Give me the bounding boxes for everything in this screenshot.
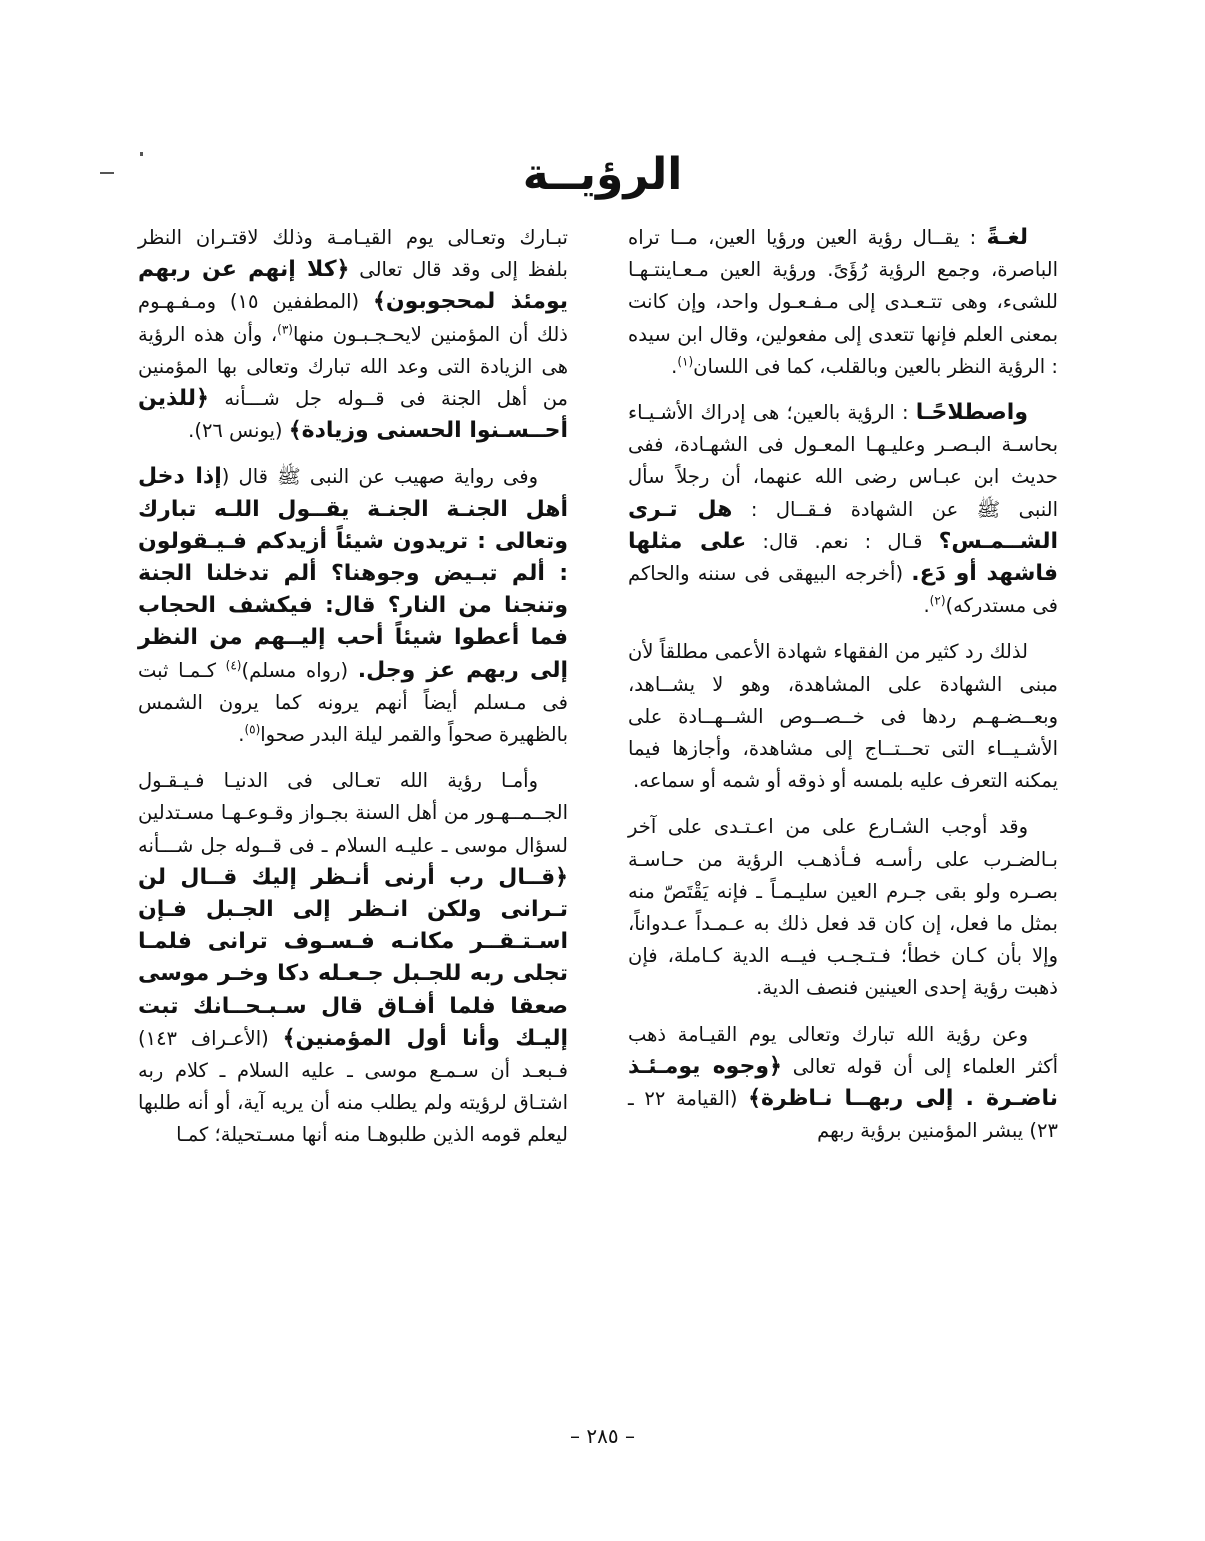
paragraph-seeing-god-dunya: وأمـا رؤية الله تعـالى فى الدنيـا فـيـقـول الجــمــهـور من أهل السنة بجـواز وقـوعـهـا مسـتدلين لسؤال موسى ـ عليـه السلام ـ فى قــوله جل شـــأنه ﴿قــال رب أرنى أنـظر إليك قــال لن تـرانى ولكن انـظر إلى الجـبل فـإن اسـتـقــر مكانـه فـسـوف ترانى فلمـا تجلى ربه للجـبل جـعـله دكا وخـر موسى صعقا فلما أفـاق قال سـبـحــانك تبت إليـك وأنا أول المؤمنين﴾ (الأعـراف ١٤٣) فـبعـد أن سـمـع موسى ـ عليه السلام ـ كلام ربه اشتـاق لرؤيته ولم يطلب منه أن يريه آية، أو أنه طلبها ليعلم قومه الذين طلبوهـا منه أنها مسـتحيلة؛ كمـا [138, 769, 568, 1147]
footnote-ref-5: (٥) [244, 722, 261, 737]
page-title: الرؤيــة [522, 149, 683, 200]
paragraph-linguistic-definition: لغـةً : يقــال رؤية العين ورؤيا العين، مــا تراه الباصرة، وجمع الرؤية رُؤَىً. ورؤية العين مـعـاينتـهـا للشىء، وهى تتـعـدى إلى مـفـعـول واحد، وإن كانت بمعنى العلم فإنها تتعدى إلى مفعولين، وقال ابن سيده : الرؤية النظر بالعين وبالقلب، كما فى اللسان$^{(١)}$. [628, 225, 1058, 378]
page-number: – ٢٨٥ – [570, 1424, 635, 1448]
paragraph-seeing-god-hereafter: وعن رؤية الله تبارك وتعالى يوم القيـامة ذهب أكثر العلماء إلى أن قوله تعالى ﴿وجوه يومـئـذ ناضـرة . إلى ربهــا نـاظرة﴾ (القيامة ٢٢ ـ ٢٣) يبشر المؤمنين برؤية ربهم [628, 1022, 1058, 1143]
scan-speck [140, 152, 143, 156]
paragraph-technical-definition: واصطلاحًـا : الرؤية بالعين؛ هى إدراك الأشـيـاء بحاسـة البـصـر وعليـهـا المعـول فى الشهـادة، ففى حديث ابن عبـاس رضى الله عنهما، أن رجلاً سأل النبى ﷺ عن الشهادة فـقــال : هل تـرى الشــمـس؟ قـال : نعم. قال: على مثلها فاشهد أو دَع. (أخرجه البيهقى فى سننه والحاكم فى مستدركه)$^{(٢)}$. [628, 400, 1058, 618]
term-lughatan: لغـةً [986, 225, 1028, 250]
paragraph-suhaib-hadith: وفى رواية صهيب عن النبى ﷺ قال (إذا دخل أهل الجنـة الجنـة يقــول اللـه تبارك وتعالى : تريدون شيئاً أزيدكم فـيـقولون : ألم تبـيض وجوهنا؟ ألم تدخلنا الجنة وتنجنا من النار؟ قال: فيكشف الحجاب فما أعطوا شيئاً أحب إليــهم من النظر إلى ربهم عز وجل. (رواه مسلم)$^{(٤)}$ كـمـا ثبت فى مـسلم أيضاً أنهم يرونه كما يرون الشمس بالظهيرة صحواً والقمر ليلة البدر صحوا$^{(٥)}$. [138, 464, 569, 747]
paragraph-retaliation: وقد أوجب الشـارع على من اعـتـدى على آخر بـالضـرب على رأسـه فـأذهـب الرؤية من حـاسـة بصـره ولو بقى جـرم العين سليـمـاً ـ فإنه يَقْتَصّ منه بمثل ما فعل، إن كان قد فعل ذلك به عـمـداً عـدواناً، وإلا بأن كـان خطأ؛ فـتـجـب فيــه الدية كـاملة، فإن ذهبت رؤية إحدى العينين فنصف الدية. [628, 815, 1058, 1000]
paragraph-testimony-blind: لذلك رد كثير من الفقهاء شهادة الأعمى مطلقاً لأن مبنى الشهادة على المشاهدة، وهو لا يشــاهد، وبعــضـهـم ردها فى خــصــوص الشــهــادة على الأشـيــاء التى تحــتــاج إلى مشاهدة، وأجازها فيما يمكنه التعرف عليه بلمسه أو ذوقه أو شمه أو سماعه. [628, 640, 1058, 793]
left-column [138, 222, 568, 1166]
hadith-quote: إذا دخل أهل الجنـة الجنـة يقــول اللـه تبارك وتعالى : تريدون شيئاً أزيدكم فـيـقولون : ألم تبـيض وجوهنا؟ ألم تدخلنا الجنة وتنجنا من النار؟ قال: فيكشف الحجاب فما أعطوا شيئاً أحب إليــهم من النظر إلى ربهم عز وجل. [138, 464, 569, 683]
footnote-ref-3: (٣) [277, 322, 293, 337]
scan-speck [100, 172, 114, 174]
paragraph-continuation: تبـارك وتعـالى يوم القيـامـة وذلك لاقتـران النظر بلفظ إلى وقد قال تعالى ﴿كلا إنهم عن ربهم يومئذ لمحجوبون﴾ (المطففين ١٥) ومـفـهـوم ذلك أن المؤمنين لايحـجـبـون منها$^{(٣)}$، وأن هذه الرؤية هى الزيادة التى وعد الله تبارك وتعالى بها المؤمنين من أهل الجنة فى قــوله جل شـــأنه ﴿للذين أحــسـنوا الحسنى وزيادة﴾ (يونس ٢٦). [138, 226, 568, 444]
quran-quote: ﴿للذين أحــسـنوا الحسنى وزيادة﴾ [138, 386, 568, 444]
footnote-ref-4: (٤) [225, 658, 242, 673]
footnote-ref-1: (١) [677, 354, 694, 369]
right-column [628, 222, 1058, 1161]
quran-quote: ﴿قــال رب أرنى أنـظر إليك قــال لن تـرانى ولكن انـظر إلى الجـبل فـإن اسـتـقــر مكانـه فـسـوف ترانى فلمـا تجلى ربه للجـبل جـعـله دكا وخـر موسى صعقا فلما أفـاق قال سـبـحــانك تبت إليـك وأنا أول المؤمنين﴾ [138, 864, 568, 1051]
quran-quote: ﴿كلا إنهم عن ربهم يومئذ لمحجوبون﴾ [138, 257, 568, 315]
footnote-ref-2: (٢) [929, 593, 946, 608]
quran-quote: ﴿وجوه يومـئـذ ناضـرة . إلى ربهــا نـاظرة﴾ [628, 1053, 1058, 1112]
term-istilahan: واصطلاحًـا [915, 400, 1028, 426]
